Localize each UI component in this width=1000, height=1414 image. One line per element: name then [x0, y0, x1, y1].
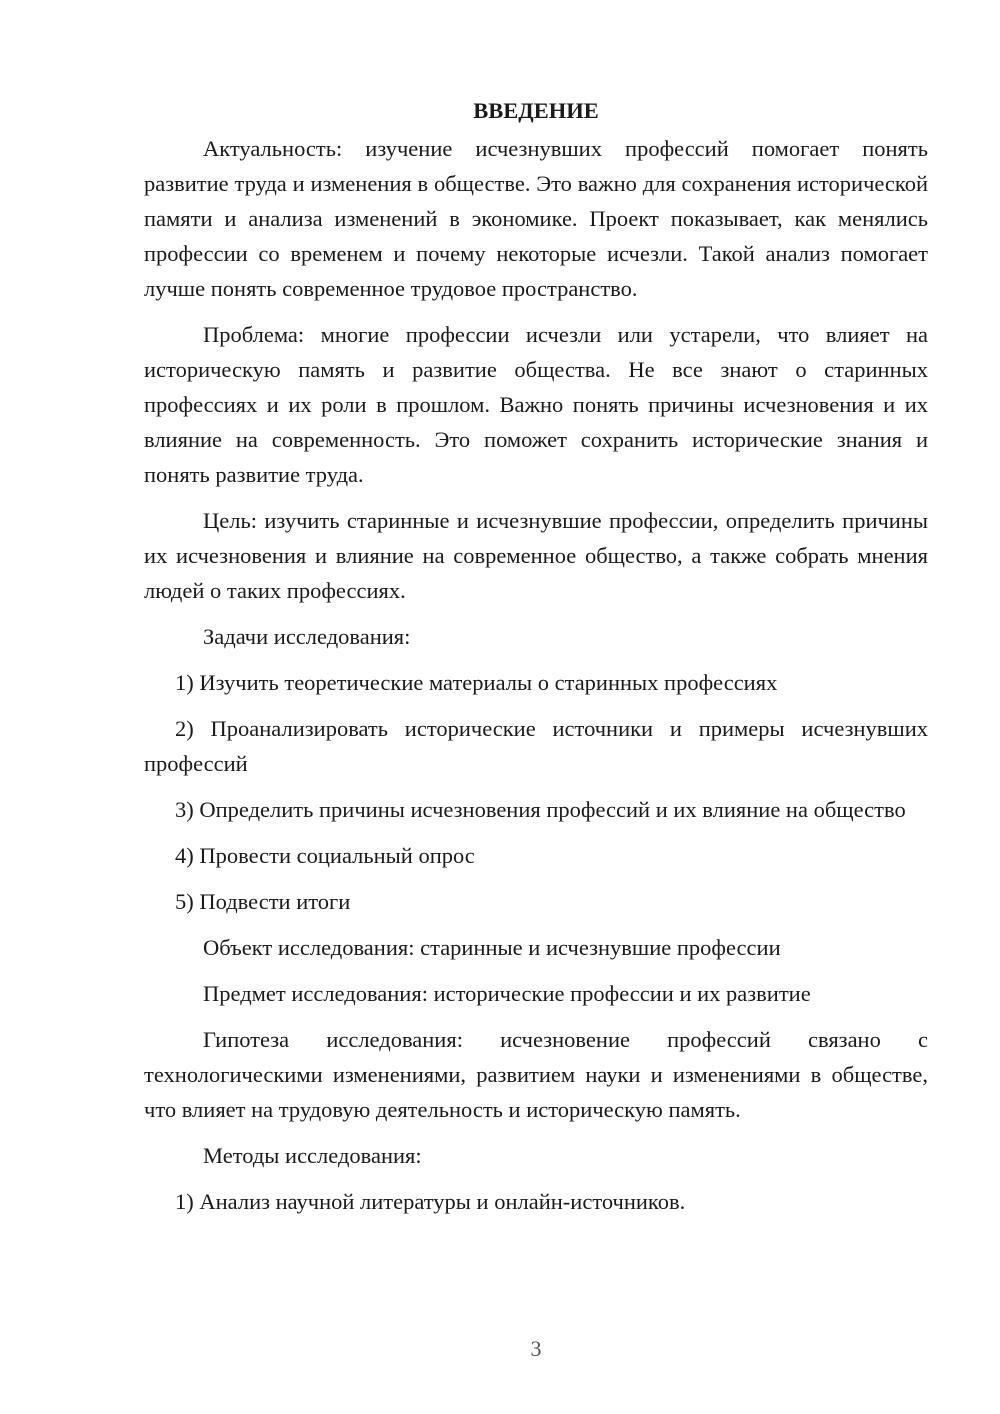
task-item: 4) Провести социальный опрос — [175, 843, 475, 868]
relevance-paragraph: Актуальность: изучение исчезнувших профессий помогает понять развитие труда и изменения в обществе. Это важно для сохранения исторической памяти и анализа изменений в экономике. Проект показывает, как менялись профессии со временем и почему некоторые исчезли. Такой анализ помогает лучше понять современное трудовое пространство. — [144, 136, 928, 301]
task-item: 1) Изучить теоретические материалы о старинных профессиях — [175, 670, 778, 695]
problem-paragraph: Проблема: многие профессии исчезли или устарели, что влияет на историческую память и развитие общества. Не все знают о старинных профессиях и их роли в прошлом. Важно понять причины исчезновения и их влияние на современность. Это поможет сохранить исторические знания и понять развитие труда. — [144, 322, 928, 487]
hypothesis-paragraph: Гипотеза исследования: исчезновение профессий связано с технологическими изменениями, развитием науки и изменениями в обществе, что влияет на трудовую деятельность и историческую память. — [144, 1027, 928, 1122]
task-item: 2) Проанализировать исторические источники и примеры исчезнувших профессий — [144, 716, 928, 776]
object-paragraph: Объект исследования: старинные и исчезнувшие профессии — [203, 935, 781, 960]
subject-paragraph: Предмет исследования: исторические профессии и их развитие — [203, 981, 811, 1006]
task-item: 3) Определить причины исчезновения профессий и их влияние на общество — [175, 797, 906, 822]
tasks-heading: Задачи исследования: — [203, 624, 411, 649]
page-number: 3 — [530, 1336, 542, 1361]
page-content — [144, 96, 928, 1219]
method-item: 1) Анализ научной литературы и онлайн-источников. — [175, 1189, 686, 1214]
goal-paragraph: Цель: изучить старинные и исчезнувшие профессии, определить причины их исчезновения и влияние на современное общество, а также собрать мнения людей о таких профессиях. — [144, 508, 928, 603]
page-title: ВВЕДЕНИЕ — [473, 98, 599, 123]
methods-heading: Методы исследования: — [203, 1143, 422, 1168]
task-item: 5) Подвести итоги — [175, 889, 351, 914]
